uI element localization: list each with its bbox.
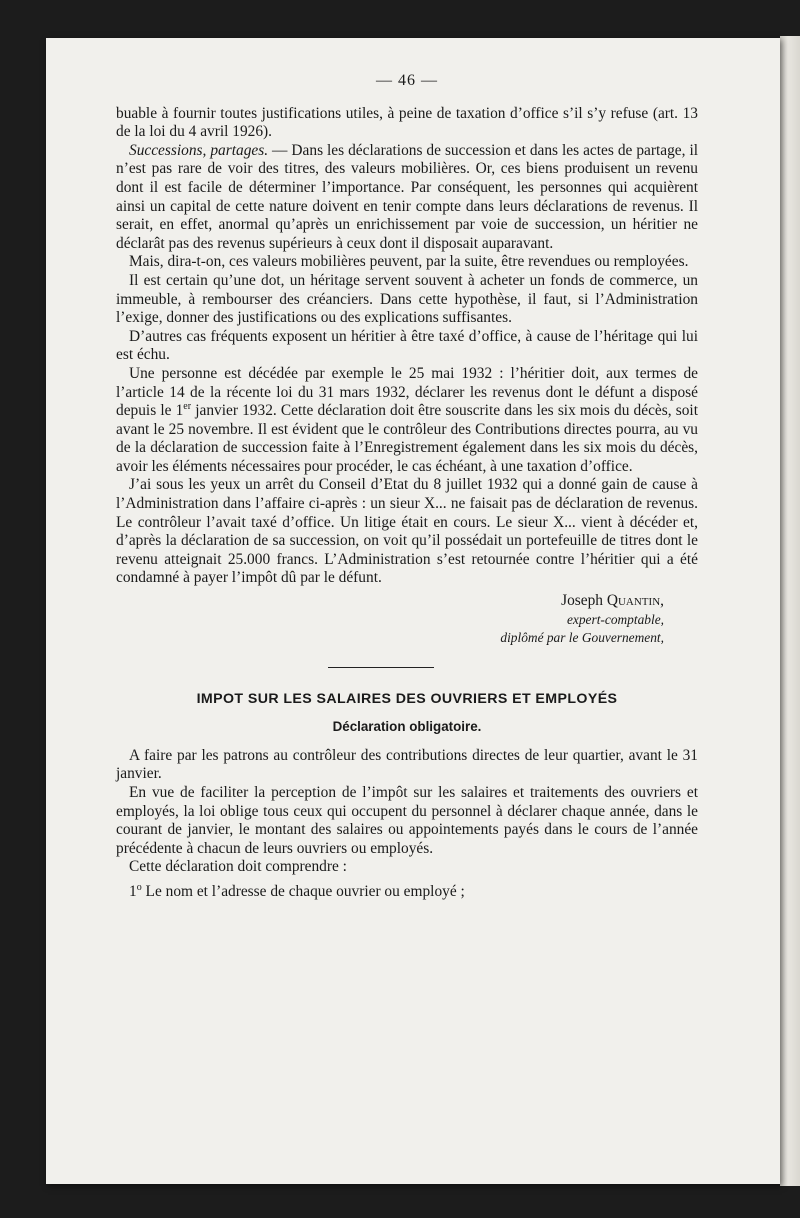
paragraph: Mais, dira-t-on, ces valeurs mobilières peuvent, par la suite, être revendues ou remployées. bbox=[129, 253, 689, 271]
paragraph: Il est certain qu’une dot, un héritage servent souvent à acheter un fonds de commerce, un immeuble, à rembourser des créanciers. Dans cette hypothèse, il faut, si l’Administration l’exige, donner des justifications ou des explications suffisantes. bbox=[116, 271, 698, 327]
section-subtitle: Déclaration obligatoire. bbox=[332, 719, 482, 735]
signature bbox=[116, 592, 698, 647]
paragraph-lead: Successions, partages. bbox=[129, 141, 269, 159]
page-content bbox=[116, 72, 698, 902]
item-number: 1 bbox=[129, 882, 137, 900]
paragraph: Cette déclaration doit comprendre : bbox=[129, 858, 347, 876]
page-number: — 46 — bbox=[376, 72, 438, 89]
lead-dash: — bbox=[268, 141, 292, 159]
signature-role: expert-comptable, bbox=[566, 611, 664, 627]
paragraph: A faire par les patrons au contrôleur des contributions directes de leur quartier, avant le 31 janvier. bbox=[116, 746, 698, 783]
ordinal: 1 bbox=[175, 402, 184, 420]
page-edge bbox=[780, 36, 800, 1186]
paragraph-text: Dans les déclarations de succession et dans les actes de partage, il n’est pas rare de voir des titres, des valeurs mobilières. Or, ces biens produisent un revenu dont il est facile de déterminer l’importance. Par conséquent, les personnes qui acquièrent ainsi un capital de cette nature doivent en tenir compte dans leurs déclarations de revenus. Il serait, en effet, anormal qu’après un enrichissement par voie de succession, un héritier ne déclarât pas des revenus supérieurs à ceux dont il disposait auparavant. bbox=[116, 141, 698, 252]
paragraph-text: janvier 1932. Cette déclaration doit être souscrite dans les six mois du décès, soit avant le 25 novembre. Il est évident que le contrôleur des Contributions directes pourra, au vu de la déclaration de succession faite à l’Enregistrement également dans les six mois du décès, avoir les éléments nécessaires pour procéder, le cas échéant, à une taxation d’office. bbox=[116, 402, 698, 475]
paragraph: D’autres cas fréquents exposent un héritier à être taxé d’office, à cause de l’héritage qui lui est échu. bbox=[116, 327, 698, 364]
list-item bbox=[116, 883, 698, 902]
paragraph: buable à fournir toutes justifications utiles, à peine de taxation d’office s’il s’y refuse (art. 13 de la loi du 4 avril 1926). bbox=[116, 104, 698, 141]
paragraph-example bbox=[116, 365, 698, 477]
section-title: IMPOT SUR LES SALAIRES DES OUVRIERS ET EMPLOYÉS bbox=[196, 690, 618, 707]
ordinal-suffix: er bbox=[183, 400, 192, 412]
signature-surname: Quantin bbox=[606, 592, 661, 610]
signature-comma: , bbox=[660, 592, 664, 610]
paragraph: En vue de faciliter la perception de l’impôt sur les salaires et traitements des ouvriers et employés, la loi oblige tous ceux qui occupent du personnel à déclarer chaque année, dans le courant de janvier, le montant des salaires ou appointements payés dans le cours de l’année précédente à chacun de leurs ouvriers ou employés. bbox=[116, 784, 698, 857]
paragraph: J’ai sous les yeux un arrêt du Conseil d’Etat du 8 juillet 1932 qui a donné gain de cause à l’Administration dans l’affaire ci-après : un sieur X... ne faisait pas de déclaration de revenus. Le contrôleur l’avait taxé d’office. Un litige était en cours. Le sieur X... vient à décéder et, d’après la déclaration de sa succession, on voit qu’il possédait un portefeuille de titres dont le revenu atteignait 25.000 francs. L’Administration s’est retournée contre l’héritier qui a été condamné à payer l’impôt dû par le défunt. bbox=[116, 476, 698, 587]
paragraph-successions bbox=[116, 142, 698, 254]
signature-first-name: Joseph bbox=[561, 592, 607, 610]
signature-name bbox=[116, 592, 664, 611]
paragraph-text: Une personne est décédée par exemple le 25 mai 1932 : l’héritier doit, aux termes de l’article 14 de la récente loi du 31 mars 1932, déclarer les revenus dont le défunt a disposé depuis le bbox=[116, 364, 698, 420]
item-text: Le nom et l’adresse de chaque ouvrier ou employé ; bbox=[141, 882, 465, 900]
item-number-suffix: o bbox=[136, 881, 142, 893]
signature-role: diplômé par le Gouvernement, bbox=[500, 629, 664, 645]
section-divider bbox=[328, 667, 434, 668]
